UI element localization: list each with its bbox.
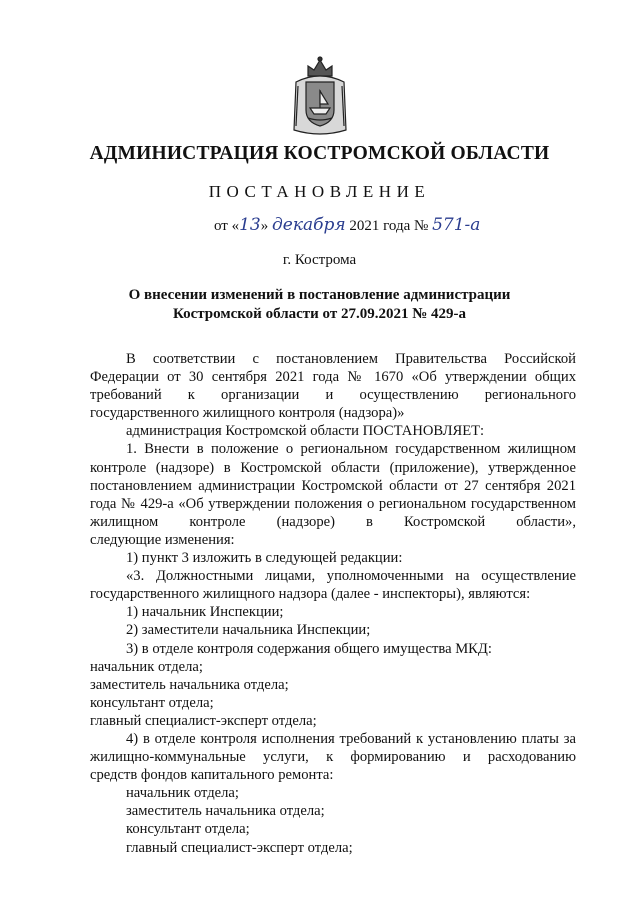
list-item: заместитель начальника отдела; <box>90 676 289 693</box>
paragraph-clause-3-end: государственного жилищного надзора (далее - инспекторы), являются: <box>90 586 531 603</box>
list-item: главный специалист-эксперт отдела; <box>90 712 317 729</box>
list-item: 2) заместители начальника Инспекции; <box>126 622 371 639</box>
paragraph-clause-4-end: средств фондов капитального ремонта: <box>90 767 334 784</box>
paragraph-item-1: 1. Внести в положение о региональном государственном жилищном контроле (надзоре) в Костромской области (приложение), утвержденное постановлением администрации Костромской области от 27 сентября 2021 года № 429-а «Об утверждении положения о региональном государственном жилищном контроле (надзоре) в Костромской области», <box>90 441 576 530</box>
list-item: консультант отдела; <box>90 694 214 711</box>
document-date-line <box>214 215 480 235</box>
list-item: консультант отдела; <box>126 821 250 838</box>
date-mid: » <box>260 218 269 234</box>
subject-line-2: Костромской области от 27.09.2021 № 429-а <box>172 306 467 322</box>
paragraph-resolves: администрация Костромской области ПОСТАНОВЛЯЕТ: <box>126 423 485 440</box>
list-item: 3) в отделе контроля содержания общего имущества МКД: <box>126 640 492 657</box>
paragraph-clause-4: 4) в отделе контроля исполнения требований к установлению платы за жилищно-коммунальные услуги, к формированию и расходованию <box>90 730 576 766</box>
handwritten-doc-number: 571-а <box>432 215 481 235</box>
list-item: 1) начальник Инспекции; <box>126 604 284 621</box>
paragraph-preamble-end: государственного жилищного контроля (надзора)» <box>90 405 405 422</box>
city: г. Кострома <box>282 252 357 268</box>
list-item: начальник отдела; <box>90 658 203 675</box>
document-subject <box>0 286 639 324</box>
document-body <box>90 350 576 857</box>
organization-title: АДМИНИСТРАЦИЯ КОСТРОМСКОЙ ОБЛАСТИ <box>89 143 550 164</box>
date-year: 2021 года № <box>349 218 429 234</box>
list-item: главный специалист-эксперт отдела; <box>126 839 353 856</box>
paragraph-subitem-1: 1) пункт 3 изложить в следующей редакции: <box>126 550 403 567</box>
subject-line-1: О внесении изменений в постановление администрации <box>128 287 511 303</box>
paragraph-item-1-end: следующие изменения: <box>90 531 235 548</box>
handwritten-month: декабря <box>272 215 346 235</box>
paragraph-clause-3: «3. Должностными лицами, уполномоченными на осуществление <box>126 568 576 585</box>
paragraph-preamble: В соответствии с постановлением Правительства Российской Федерации от 30 сентября 2021 года № 1670 «Об утверждении общих требований к организации и осуществлению регионального <box>90 351 576 404</box>
handwritten-day: 13 <box>239 215 261 235</box>
coat-of-arms-emblem <box>290 56 350 138</box>
list-item: начальник отдела; <box>126 785 239 802</box>
document-type: ПОСТАНОВЛЕНИЕ <box>208 182 431 201</box>
date-prefix: от « <box>214 218 240 234</box>
list-item: заместитель начальника отдела; <box>126 803 325 820</box>
